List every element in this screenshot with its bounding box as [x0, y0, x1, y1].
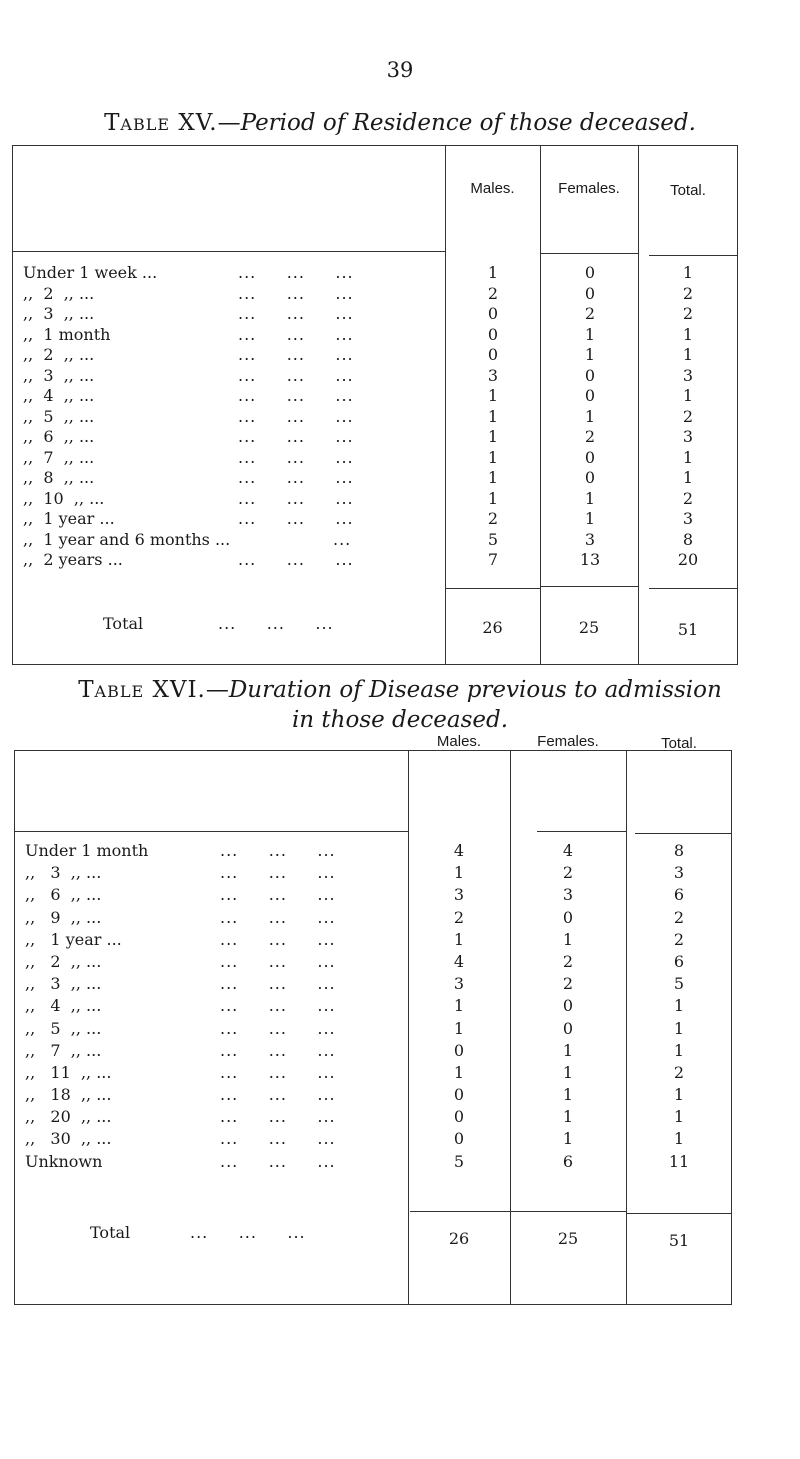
row-label: ,, 18 ,, ...	[25, 1085, 112, 1105]
females-cell: 6	[562, 1151, 574, 1171]
table-xvi	[14, 733, 732, 1305]
row-label: ,, 5 ,, ...	[25, 1018, 102, 1038]
females-cell: 0	[562, 907, 574, 927]
table-xv-total-males: 26	[482, 618, 503, 637]
row-leader-dots: ... ... ...	[220, 1040, 336, 1060]
total-cell: 2	[673, 907, 685, 927]
males-cell: 1	[453, 1062, 465, 1082]
row-label: ,, 10 ,, ...	[23, 488, 105, 508]
table-row	[13, 263, 737, 284]
males-cell: 1	[487, 447, 499, 467]
row-label: Under 1 month	[25, 841, 149, 860]
females-cell: 3	[584, 529, 596, 549]
row-label: ,, 9 ,, ...	[25, 907, 102, 927]
total-cell: 2	[682, 488, 694, 508]
females-cell: 1	[584, 488, 596, 508]
total-cell: 1	[673, 1129, 685, 1149]
row-leader-dots: ... ... ...	[238, 324, 354, 344]
females-cell: 0	[584, 447, 596, 467]
row-leader-dots: ... ... ...	[220, 1085, 336, 1105]
row-label: ,, 30 ,, ...	[25, 1129, 112, 1149]
males-header: Males.	[470, 180, 515, 197]
row-leader-dots: ... ... ...	[220, 841, 336, 860]
females-cell: 1	[584, 345, 596, 364]
males-cell: 1	[487, 427, 499, 446]
row-leader-dots: ... ... ...	[238, 345, 354, 364]
males-cell: 0	[453, 1129, 465, 1149]
table-row	[13, 345, 737, 366]
table-xv	[12, 145, 738, 665]
total-cell: 8	[682, 529, 694, 549]
row-label: ,, 4 ,, ...	[23, 386, 95, 405]
males-cell: 1	[487, 406, 499, 426]
males-cell: 1	[453, 1018, 465, 1038]
females-cell: 2	[584, 304, 596, 323]
total-cell: 1	[673, 1040, 685, 1060]
total-cell: 1	[673, 1018, 685, 1038]
table-row	[13, 325, 737, 346]
table-row	[13, 304, 737, 325]
row-label: ,, 2 years ...	[23, 550, 123, 569]
row-leader-dots: ... ... ...	[220, 1151, 336, 1171]
table-row	[13, 509, 737, 530]
table-row	[15, 1129, 731, 1151]
females-cell: 0	[584, 365, 596, 385]
row-label: ,, 1 year ...	[23, 509, 115, 528]
row-leader-dots: ... ... ...	[238, 468, 354, 487]
table-xvi-rows	[15, 841, 731, 1174]
total-header: Total.	[670, 182, 706, 199]
table-xvi-total-total: 51	[668, 1231, 690, 1250]
row-label: ,, 1 year ...	[25, 929, 122, 949]
females-cell: 0	[584, 283, 596, 303]
table-row	[13, 284, 737, 305]
females-cell: 1	[584, 509, 596, 528]
table-row	[15, 930, 731, 952]
row-leader-dots: ... ... ...	[220, 863, 336, 883]
total-cell: 2	[673, 929, 685, 949]
males-cell: 2	[487, 509, 499, 528]
table-row	[15, 1063, 731, 1085]
total-cell: 1	[673, 1107, 685, 1127]
table-xv-total-label: Total	[103, 614, 144, 633]
row-leader-dots: ... ... ...	[238, 447, 354, 467]
males-cell: 3	[487, 365, 499, 385]
males-cell: 4	[453, 841, 465, 860]
females-cell: 4	[562, 841, 574, 860]
males-cell: 3	[453, 885, 465, 905]
table-xvi-total-dots: ... ... ...	[190, 1223, 306, 1242]
males-cell: 0	[487, 304, 499, 323]
females-cell: 1	[562, 1107, 574, 1127]
row-label: ,, 2 ,, ...	[25, 951, 102, 971]
table-xv-rows	[13, 263, 737, 571]
total-cell: 1	[682, 447, 694, 467]
table-xv-total-females: 25	[578, 618, 600, 637]
table-xvi-title: Table XVI.—Duration of Disease previous to admission in those deceased.	[78, 677, 722, 733]
total-header: Total.	[661, 735, 697, 752]
males-header: Males.	[436, 733, 482, 750]
total-cell: 5	[673, 974, 685, 994]
table-xv-total-total: 51	[677, 620, 699, 639]
total-cell: 8	[673, 841, 685, 860]
total-cell: 6	[673, 951, 685, 971]
males-cell: 0	[453, 1107, 465, 1127]
females-header: Females.	[558, 180, 620, 197]
table-row	[15, 841, 731, 863]
table-row	[15, 1085, 731, 1107]
total-cell: 3	[682, 509, 694, 528]
males-cell: 4	[453, 951, 465, 971]
table-row	[13, 550, 737, 571]
row-label: ,, 4 ,, ...	[25, 996, 102, 1016]
row-label: ,, 1 month	[23, 324, 111, 344]
females-cell: 3	[562, 885, 574, 905]
total-cell: 2	[682, 304, 694, 323]
row-label: ,, 20 ,, ...	[25, 1107, 112, 1127]
total-cell: 3	[682, 427, 694, 446]
total-cell: 3	[682, 365, 694, 385]
table-xv-title: Table XV.—Period of Residence of those deceased.	[104, 110, 696, 136]
females-cell: 1	[584, 324, 596, 344]
total-cell: 1	[682, 468, 694, 487]
row-leader-dots: ... ... ...	[220, 929, 336, 949]
row-leader-dots: ...	[333, 529, 352, 549]
females-cell: 2	[562, 863, 574, 883]
row-leader-dots: ... ... ...	[238, 304, 354, 323]
females-header: Females.	[537, 733, 599, 750]
table-row	[15, 952, 731, 974]
row-label: ,, 3 ,, ...	[23, 365, 95, 385]
table-xvi-total-label: Total	[90, 1223, 131, 1242]
total-cell: 2	[673, 1062, 685, 1082]
row-label: ,, 6 ,, ...	[23, 427, 95, 446]
table-row	[13, 366, 737, 387]
females-cell: 2	[584, 427, 596, 446]
males-cell: 5	[453, 1151, 465, 1171]
females-cell: 2	[562, 974, 574, 994]
row-label: ,, 7 ,, ...	[25, 1040, 102, 1060]
total-cell: 11	[668, 1151, 690, 1171]
row-leader-dots: ... ... ...	[220, 907, 336, 927]
table-row	[15, 974, 731, 996]
table-row	[13, 448, 737, 469]
males-cell: 1	[487, 386, 499, 405]
row-leader-dots: ... ... ...	[238, 365, 354, 385]
row-leader-dots: ... ... ...	[238, 488, 354, 508]
table-row	[15, 908, 731, 930]
row-leader-dots: ... ... ...	[220, 1062, 336, 1082]
females-cell: 0	[584, 468, 596, 487]
females-cell: 0	[584, 263, 596, 282]
total-cell: 1	[682, 386, 694, 405]
total-cell: 3	[673, 863, 685, 883]
males-cell: 0	[453, 1040, 465, 1060]
females-cell: 1	[562, 1129, 574, 1149]
row-leader-dots: ... ... ...	[220, 996, 336, 1016]
table-row	[15, 996, 731, 1018]
table-row	[13, 468, 737, 489]
females-cell: 1	[562, 1062, 574, 1082]
table-row	[15, 1019, 731, 1041]
total-cell: 20	[677, 550, 699, 569]
males-cell: 0	[453, 1085, 465, 1105]
row-label: ,, 3 ,, ...	[25, 863, 102, 883]
row-leader-dots: ... ... ...	[238, 406, 354, 426]
table-row	[15, 885, 731, 907]
row-leader-dots: ... ... ...	[220, 951, 336, 971]
males-cell: 2	[487, 283, 499, 303]
row-leader-dots: ... ... ...	[238, 283, 354, 303]
table-xv-label: Table XV.	[104, 110, 218, 136]
total-cell: 2	[682, 406, 694, 426]
total-cell: 1	[682, 324, 694, 344]
males-cell: 7	[487, 550, 499, 569]
table-row	[15, 1152, 731, 1174]
table-xvi-caption-1: Duration of Disease previous to admission	[228, 677, 722, 703]
table-row	[13, 530, 737, 551]
females-cell: 13	[579, 550, 601, 569]
males-cell: 5	[487, 529, 499, 549]
total-cell: 1	[673, 1085, 685, 1105]
table-xvi-label: Table XVI.	[78, 677, 206, 703]
row-label: ,, 5 ,, ...	[23, 406, 95, 426]
females-cell: 0	[584, 386, 596, 405]
row-label: ,, 2 ,, ...	[23, 283, 95, 303]
males-cell: 1	[453, 996, 465, 1016]
females-cell: 1	[562, 929, 574, 949]
females-cell: 0	[562, 996, 574, 1016]
row-label: ,, 7 ,, ...	[23, 447, 95, 467]
row-leader-dots: ... ... ...	[238, 263, 354, 282]
females-cell: 1	[584, 406, 596, 426]
males-cell: 2	[453, 907, 465, 927]
females-cell: 2	[562, 951, 574, 971]
table-row	[13, 427, 737, 448]
row-leader-dots: ... ... ...	[220, 1107, 336, 1127]
total-cell: 2	[682, 283, 694, 303]
row-leader-dots: ... ... ...	[220, 885, 336, 905]
row-label: ,, 2 ,, ...	[23, 345, 95, 364]
row-label: ,, 11 ,, ...	[25, 1062, 112, 1082]
page-number: 39	[386, 58, 414, 82]
row-label: ,, 6 ,, ...	[25, 885, 102, 905]
row-leader-dots: ... ... ...	[220, 1018, 336, 1038]
row-label: ,, 3 ,, ...	[25, 974, 102, 994]
table-row	[13, 407, 737, 428]
total-cell: 6	[673, 885, 685, 905]
table-row	[13, 386, 737, 407]
table-row	[13, 489, 737, 510]
row-leader-dots: ... ... ...	[220, 974, 336, 994]
males-cell: 0	[487, 345, 499, 364]
males-cell: 1	[487, 263, 499, 282]
males-cell: 3	[453, 974, 465, 994]
females-cell: 1	[562, 1040, 574, 1060]
table-row	[15, 1107, 731, 1129]
row-label: Unknown	[25, 1151, 103, 1171]
table-row	[15, 1041, 731, 1063]
table-xvi-total-females: 25	[557, 1229, 579, 1248]
table-xv-total-dots: ... ... ...	[218, 614, 334, 633]
males-cell: 1	[453, 863, 465, 883]
females-cell: 1	[562, 1085, 574, 1105]
row-label: Under 1 week ...	[23, 263, 158, 282]
row-label: ,, 1 year and 6 months ...	[23, 529, 231, 549]
total-cell: 1	[682, 345, 694, 364]
total-cell: 1	[682, 263, 694, 282]
row-leader-dots: ... ... ...	[238, 427, 354, 446]
row-label: ,, 3 ,, ...	[23, 304, 95, 323]
row-label: ,, 8 ,, ...	[23, 468, 95, 487]
table-xv-caption: Period of Residence of those deceased.	[240, 110, 696, 136]
females-cell: 0	[562, 1018, 574, 1038]
males-cell: 1	[487, 468, 499, 487]
total-cell: 1	[673, 996, 685, 1016]
table-row	[15, 863, 731, 885]
row-leader-dots: ... ... ...	[238, 550, 354, 569]
table-xvi-caption-2: in those deceased.	[291, 707, 509, 733]
males-cell: 1	[453, 929, 465, 949]
table-xvi-total-males: 26	[448, 1229, 470, 1248]
males-cell: 0	[487, 324, 499, 344]
row-leader-dots: ... ... ...	[238, 509, 354, 528]
row-leader-dots: ... ... ...	[220, 1129, 336, 1149]
row-leader-dots: ... ... ...	[238, 386, 354, 405]
males-cell: 1	[487, 488, 499, 508]
